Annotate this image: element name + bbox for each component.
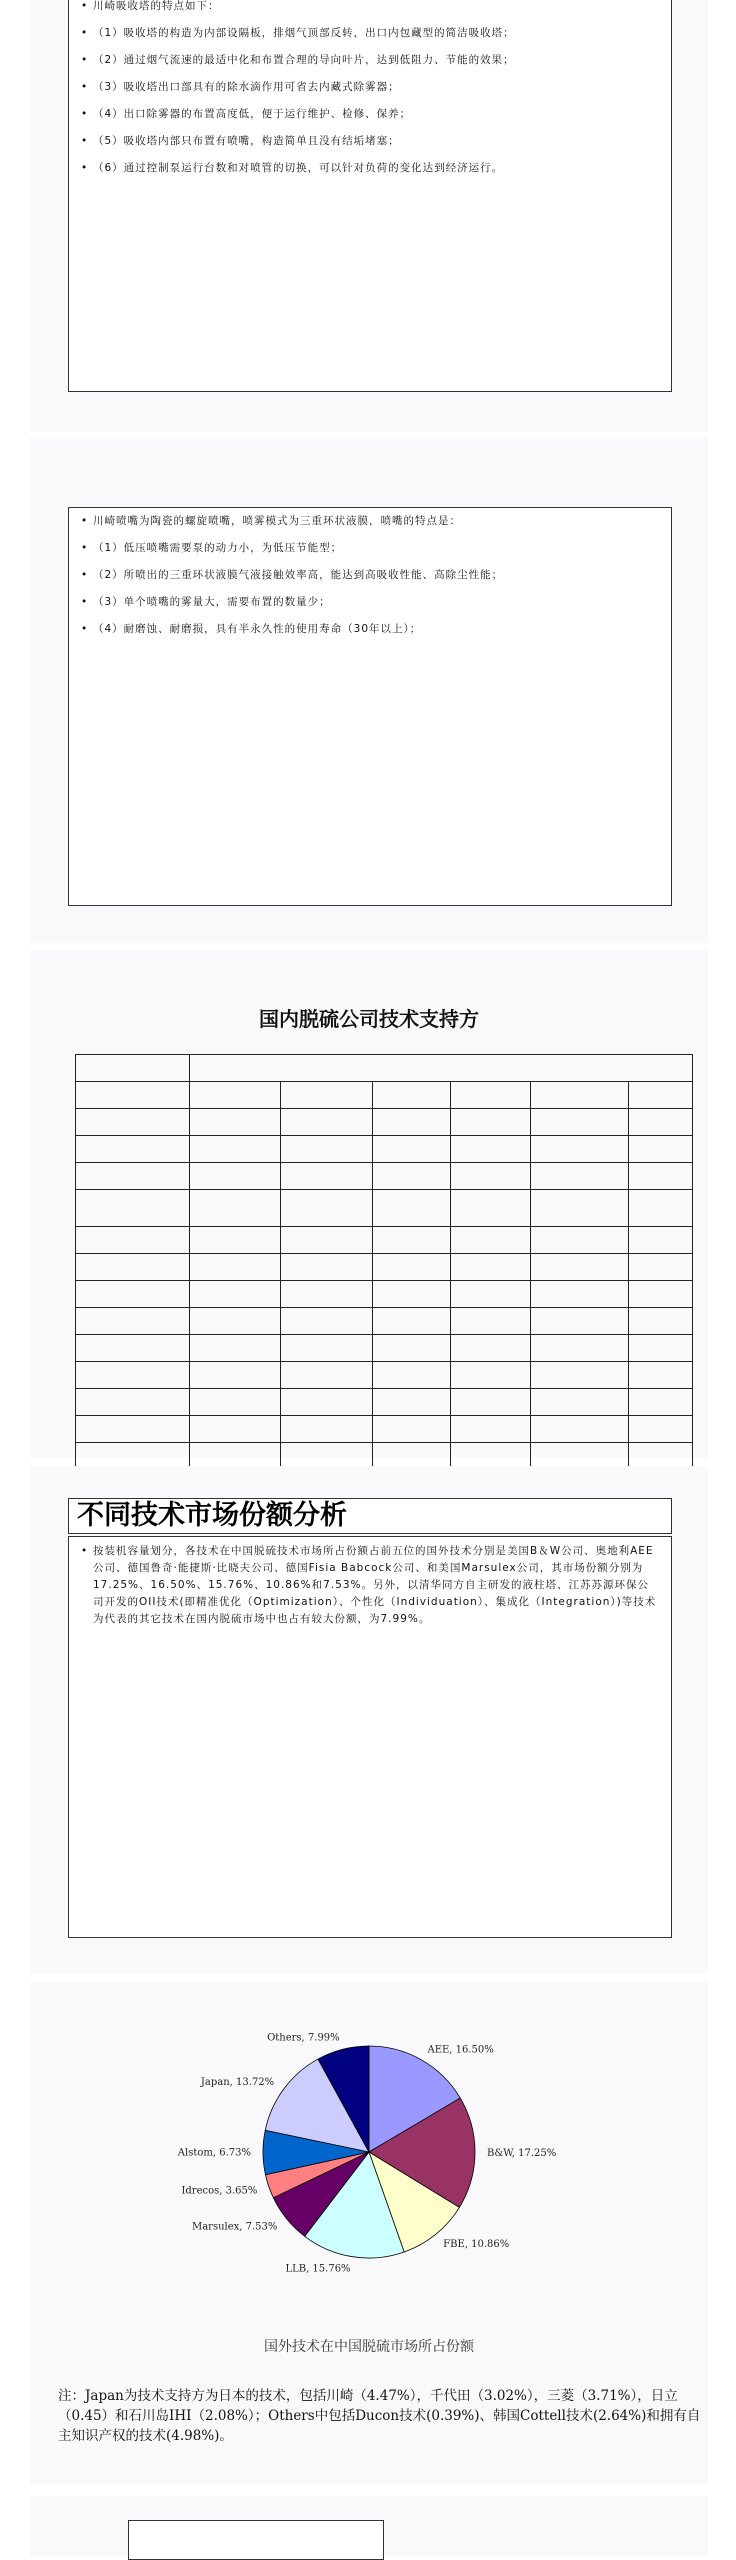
text-box	[68, 1536, 672, 1938]
table-cell	[628, 1163, 692, 1190]
slide-market-share-analysis	[30, 1466, 708, 1974]
table-cell	[531, 1389, 629, 1416]
table-cell	[76, 1163, 190, 1190]
pie-label: Alstom, 6.73%	[177, 2147, 252, 2159]
pie-label: AEE, 16.50%	[427, 2044, 494, 2056]
table-cell	[373, 1335, 451, 1362]
table-cell	[451, 1281, 531, 1308]
table-cell	[76, 1190, 190, 1227]
table-cell	[76, 1055, 190, 1082]
table-cell	[189, 1082, 281, 1109]
pie-label: LLB, 15.76%	[285, 2263, 351, 2275]
table-cell	[451, 1163, 531, 1190]
table-cell	[281, 1281, 373, 1308]
slide-title: 国内脱硫公司技术支持方	[259, 1007, 479, 1031]
bullet-item: • （2）通过烟气流速的最适中化和布置合理的导向叶片，达到低阻力、节能的效果；	[81, 53, 661, 67]
table-cell	[628, 1136, 692, 1163]
table-cell	[373, 1416, 451, 1443]
table-row	[76, 1109, 693, 1136]
table-cell	[451, 1254, 531, 1281]
table-cell	[373, 1389, 451, 1416]
table-cell	[451, 1190, 531, 1227]
table-cell	[628, 1082, 692, 1109]
table-cell	[531, 1136, 629, 1163]
table-cell	[281, 1362, 373, 1389]
heading-box	[68, 1498, 672, 1534]
table-cell	[189, 1136, 281, 1163]
table-cell	[531, 1163, 629, 1190]
table-cell	[281, 1389, 373, 1416]
bullet-item: • （3）单个喷嘴的雾量大，需要布置的数量少；	[81, 595, 661, 609]
table-cell	[531, 1254, 629, 1281]
table-cell	[628, 1190, 692, 1227]
table-cell	[628, 1109, 692, 1136]
table-cell	[531, 1335, 629, 1362]
table-cell	[373, 1163, 451, 1190]
table-cell	[628, 1335, 692, 1362]
table-cell	[281, 1163, 373, 1190]
table-cell	[373, 1254, 451, 1281]
table-cell	[281, 1254, 373, 1281]
table-cell	[76, 1136, 190, 1163]
pie-label: Marsulex, 7.53%	[191, 2221, 278, 2233]
chart-caption: 国外技术在中国脱硫市场所占份额	[264, 2339, 474, 2355]
table-cell	[189, 1190, 281, 1227]
table-cell	[281, 1227, 373, 1254]
table-cell	[531, 1190, 629, 1227]
table-row	[76, 1254, 693, 1281]
table-cell	[189, 1308, 281, 1335]
table-cell	[531, 1308, 629, 1335]
table-cell	[76, 1308, 190, 1335]
table-cell	[76, 1281, 190, 1308]
table-cell	[281, 1136, 373, 1163]
slide-kawasaki-nozzle	[30, 437, 708, 943]
table-row	[76, 1136, 693, 1163]
table-cell	[531, 1416, 629, 1443]
bullet-item: • （3）吸收塔出口部具有的除水滴作用可省去内藏式除雾器；	[81, 80, 661, 94]
table-cell	[76, 1227, 190, 1254]
table-cell	[373, 1109, 451, 1136]
table-cell	[451, 1136, 531, 1163]
table-cell	[189, 1163, 281, 1190]
table-cell	[628, 1416, 692, 1443]
bullet-item: • （5）吸收塔内部只布置有喷嘴，构造简单且没有结垢堵塞；	[81, 134, 661, 148]
table-cell	[189, 1389, 281, 1416]
table-cell	[628, 1281, 692, 1308]
table-cell	[76, 1335, 190, 1362]
table-row	[76, 1308, 693, 1335]
bullet-list	[69, 508, 671, 636]
table-cell	[76, 1362, 190, 1389]
pie-label: Others, 7.99%	[267, 2032, 340, 2044]
table-cell	[373, 1227, 451, 1254]
table-cell	[451, 1308, 531, 1335]
support-table	[75, 1054, 693, 1480]
table-cell	[189, 1109, 281, 1136]
table-cell	[451, 1389, 531, 1416]
text-box	[68, 507, 672, 906]
table-cell	[281, 1416, 373, 1443]
slide-next-partial	[30, 2496, 708, 2556]
text-box	[68, 0, 672, 392]
table-cell	[628, 1308, 692, 1335]
table-cell	[451, 1416, 531, 1443]
table-row	[76, 1416, 693, 1443]
table-row	[76, 1082, 693, 1109]
pie-label: FBE, 10.86%	[443, 2238, 510, 2250]
table-cell	[531, 1281, 629, 1308]
table-cell	[373, 1082, 451, 1109]
table-row	[76, 1190, 693, 1227]
table-row	[76, 1163, 693, 1190]
table-cell	[531, 1109, 629, 1136]
pie-label: B&W, 17.25%	[486, 2147, 557, 2159]
table-cell	[451, 1362, 531, 1389]
slide-domestic-support	[30, 950, 708, 1458]
table-cell	[76, 1254, 190, 1281]
table-cell	[451, 1335, 531, 1362]
table-cell	[373, 1308, 451, 1335]
bullet-dot: •	[81, 1545, 89, 1557]
table-cell	[189, 1281, 281, 1308]
table-cell	[451, 1109, 531, 1136]
pie-label: Japan, 13.72%	[200, 2076, 275, 2088]
table-cell	[281, 1308, 373, 1335]
table-cell	[76, 1389, 190, 1416]
table-cell	[76, 1109, 190, 1136]
table-cell	[189, 1416, 281, 1443]
bullet-item: • （4）出口除雾器的布置高度低，便于运行维护、检修、保养；	[81, 107, 661, 121]
bullet-item: • （4）耐磨蚀、耐磨损，具有半永久性的使用寿命（30年以上）；	[81, 622, 661, 636]
table-cell	[281, 1190, 373, 1227]
table-cell	[373, 1281, 451, 1308]
table-cell	[628, 1254, 692, 1281]
table-cell	[531, 1227, 629, 1254]
slide-kawasaki-absorber	[30, 0, 708, 432]
paragraph	[69, 1537, 671, 1628]
table-cell	[189, 1227, 281, 1254]
table-cell	[189, 1335, 281, 1362]
table-cell	[189, 1254, 281, 1281]
bullet-item: • （6）通过控制泵运行台数和对喷管的切换，可以针对负荷的变化达到经济运行。	[81, 161, 661, 175]
pie-label: Idrecos, 3.65%	[181, 2185, 258, 2197]
table-cell	[189, 1055, 692, 1082]
paragraph-text: 按装机容量划分，各技术在中国脱硫技术市场所占份额占前五位的国外技术分别是美国B＆W公司、奥地利AEE公司、德国鲁奇·能捷斯·比晓夫公司、德国Fisia Babcock公司、和美国Marsulex公司，其市场份额分别为17.25%、16.50%、15.76%、10.86%和7.53%。另外，以清华同方自主研发的液柱塔、江苏苏源环保公司开发的OII技术(即精准优化（Optimization）、个性化（Individuation）、集成化（Integration）)等技术为代表的其它技术在国内脱硫市场中也占有较大份额，为7.99%。	[93, 1545, 657, 1625]
bullet-item: • （1）吸收塔的构造为内部设隔板，排烟气顶部反转，出口内包藏型的简洁吸收塔；	[81, 26, 661, 40]
table-cell	[76, 1416, 190, 1443]
table-cell	[281, 1335, 373, 1362]
table-cell	[373, 1362, 451, 1389]
table-cell	[628, 1227, 692, 1254]
table-cell	[451, 1082, 531, 1109]
table-row	[76, 1362, 693, 1389]
table-cell	[531, 1362, 629, 1389]
table-row	[76, 1227, 693, 1254]
pie-chart	[30, 2032, 708, 2275]
table-row	[76, 1389, 693, 1416]
table-cell	[281, 1109, 373, 1136]
table-row	[76, 1335, 693, 1362]
chart-note: 注：Japan为技术支持方为日本的技术，包括川崎（4.47%），千代田（3.02%），三菱（3.71%），日立（0.45）和石川岛IHI（2.08%）；Others中包括Ducon技术(0.39%)、韩国Cottell技术(2.64%)和拥有自主知识产权的技术(4.98%)。	[58, 2388, 701, 2444]
text-box	[128, 2520, 384, 2560]
table-cell	[373, 1136, 451, 1163]
bullet-item: • 川崎喷嘴为陶瓷的螺旋喷嘴，喷雾模式为三重环状液膜，喷嘴的特点是：	[81, 514, 661, 528]
bullet-item: • （1）低压喷嘴需要泵的动力小，为低压节能型；	[81, 541, 661, 555]
bullet-item: • 川崎吸收塔的特点如下：	[81, 0, 661, 13]
table-cell	[628, 1389, 692, 1416]
table-cell	[373, 1190, 451, 1227]
bullet-list	[69, 0, 671, 175]
table-cell	[531, 1082, 629, 1109]
bullet-item: • （2）所喷出的三重环状液膜气液接触效率高，能达到高吸收性能、高除尘性能；	[81, 568, 661, 582]
slide-heading: 不同技术市场份额分析	[77, 1500, 347, 1531]
table-cell	[451, 1227, 531, 1254]
table-cell	[628, 1362, 692, 1389]
table-row	[76, 1281, 693, 1308]
table-cell	[189, 1362, 281, 1389]
table-cell	[76, 1082, 190, 1109]
table-cell	[281, 1082, 373, 1109]
table-row	[76, 1055, 693, 1082]
